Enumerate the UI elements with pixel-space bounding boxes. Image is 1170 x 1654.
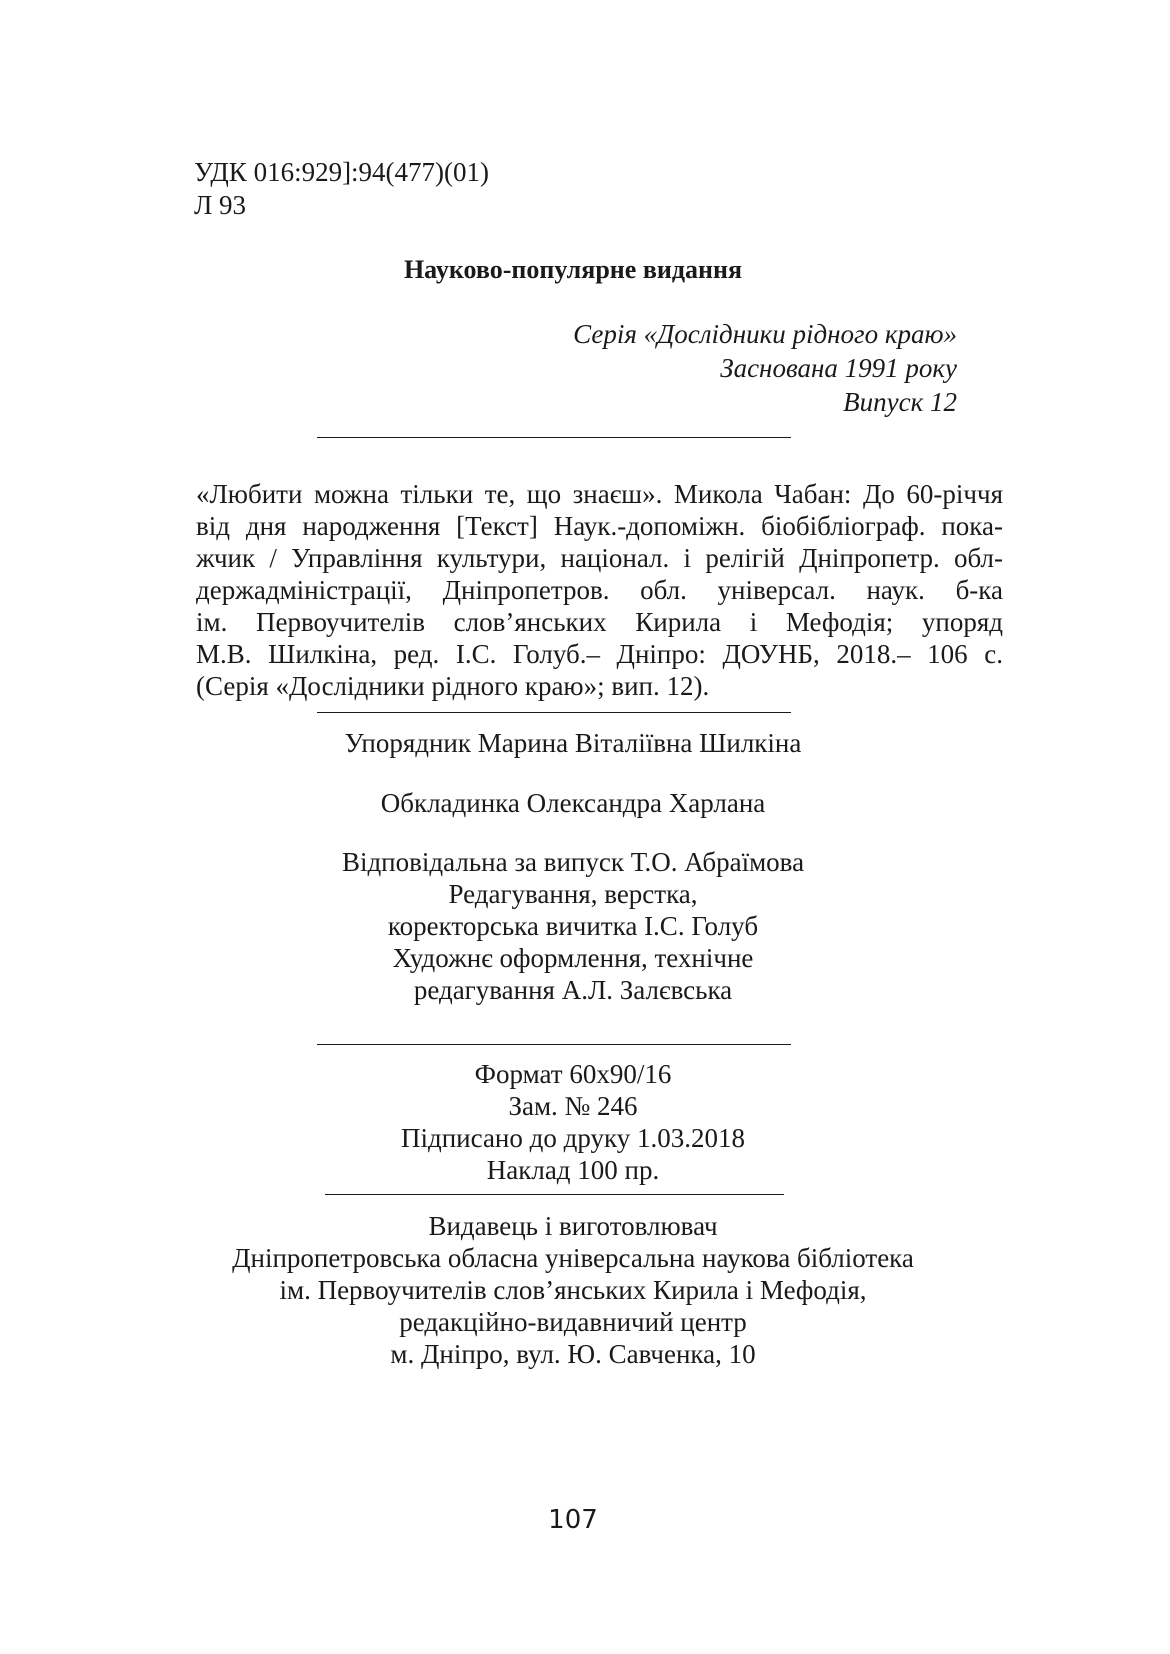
series-founded: Заснована 1991 року — [720, 353, 957, 383]
responsible-credits — [0, 846, 1158, 1006]
divider-rule — [325, 1194, 784, 1195]
print-detail-line: Зам. № 246 — [508, 1091, 638, 1121]
responsible-line: коректорська вичитка І.С. Голуб — [387, 911, 759, 941]
divider-rule — [317, 712, 791, 713]
author-mark: Л 93 — [194, 190, 247, 220]
citation-line: (Серія «Дослідники рідного краю»; вип. 12). — [196, 671, 710, 701]
page-number: 107 — [548, 1505, 598, 1535]
cover-text: Обкладинка Олександра Харлана — [380, 788, 766, 818]
publisher-line: м. Дніпро, вул. Ю. Савченка, 10 — [390, 1339, 756, 1369]
responsible-line: Відповідальна за випуск Т.О. Абраїмова — [341, 847, 805, 877]
print-detail-line: Наклад 100 пр. — [486, 1155, 660, 1185]
citation-line: М.В. Шилкіна, ред. І.С. Голуб.– Дніпро: ДОУНБ, 2018.– 106 с. — [196, 639, 1003, 669]
bibliographic-citation — [196, 478, 1003, 702]
publisher-line: Видавець і виготовлювач — [428, 1211, 718, 1241]
divider-rule — [317, 1044, 791, 1045]
udk-code: УДК 016:929]:94(477)(01) — [194, 157, 490, 187]
edition-type-heading — [0, 254, 1170, 286]
series-issue: Випуск 12 — [843, 387, 957, 417]
print-detail-line: Формат 60х90/16 — [474, 1059, 672, 1089]
responsible-line: Художнє оформлення, технічне — [392, 943, 754, 973]
citation-line: жчик / Управління культури, націонал. і релігій Дніпропетр. обл- — [196, 543, 1003, 573]
citation-line: «Любити можна тільки те, що знаєш». Микола Чабан: До 60-річчя — [196, 479, 1003, 509]
classification-block — [194, 156, 489, 222]
responsible-line: редагування А.Л. Залєвська — [413, 975, 733, 1005]
print-details — [0, 1058, 1158, 1186]
divider-rule — [317, 437, 791, 438]
series-block — [573, 317, 957, 419]
citation-line: ім. Первоучителів слов’янських Кирила і Мефодія; упоряд — [196, 607, 1003, 637]
publisher-line: редакційно-видавничий центр — [399, 1307, 747, 1337]
print-detail-line: Підписано до друку 1.03.2018 — [401, 1123, 745, 1153]
series-name: Серія «Дослідники рідного краю» — [573, 319, 957, 349]
publisher-block — [0, 1210, 1158, 1370]
compiler-credit — [0, 727, 1158, 759]
responsible-line: Редагування, верстка, — [448, 879, 698, 909]
compiler-text: Упорядник Марина Віталіївна Шилкіна — [344, 728, 802, 758]
publisher-line: ім. Первоучителів слов’янських Кирила і Мефодія, — [279, 1275, 867, 1305]
citation-line: від дня народження [Текст] Наук.-допоміжн. біобібліограф. пока- — [196, 511, 1003, 541]
edition-type-text: Науково-популярне видання — [403, 255, 743, 284]
cover-credit — [0, 787, 1158, 819]
citation-line: держадміністрації, Дніпропетров. обл. універсал. наук. б-ка — [196, 575, 1003, 605]
publisher-line: Дніпропетровська обласна універсальна наукова бібліотека — [232, 1243, 914, 1273]
